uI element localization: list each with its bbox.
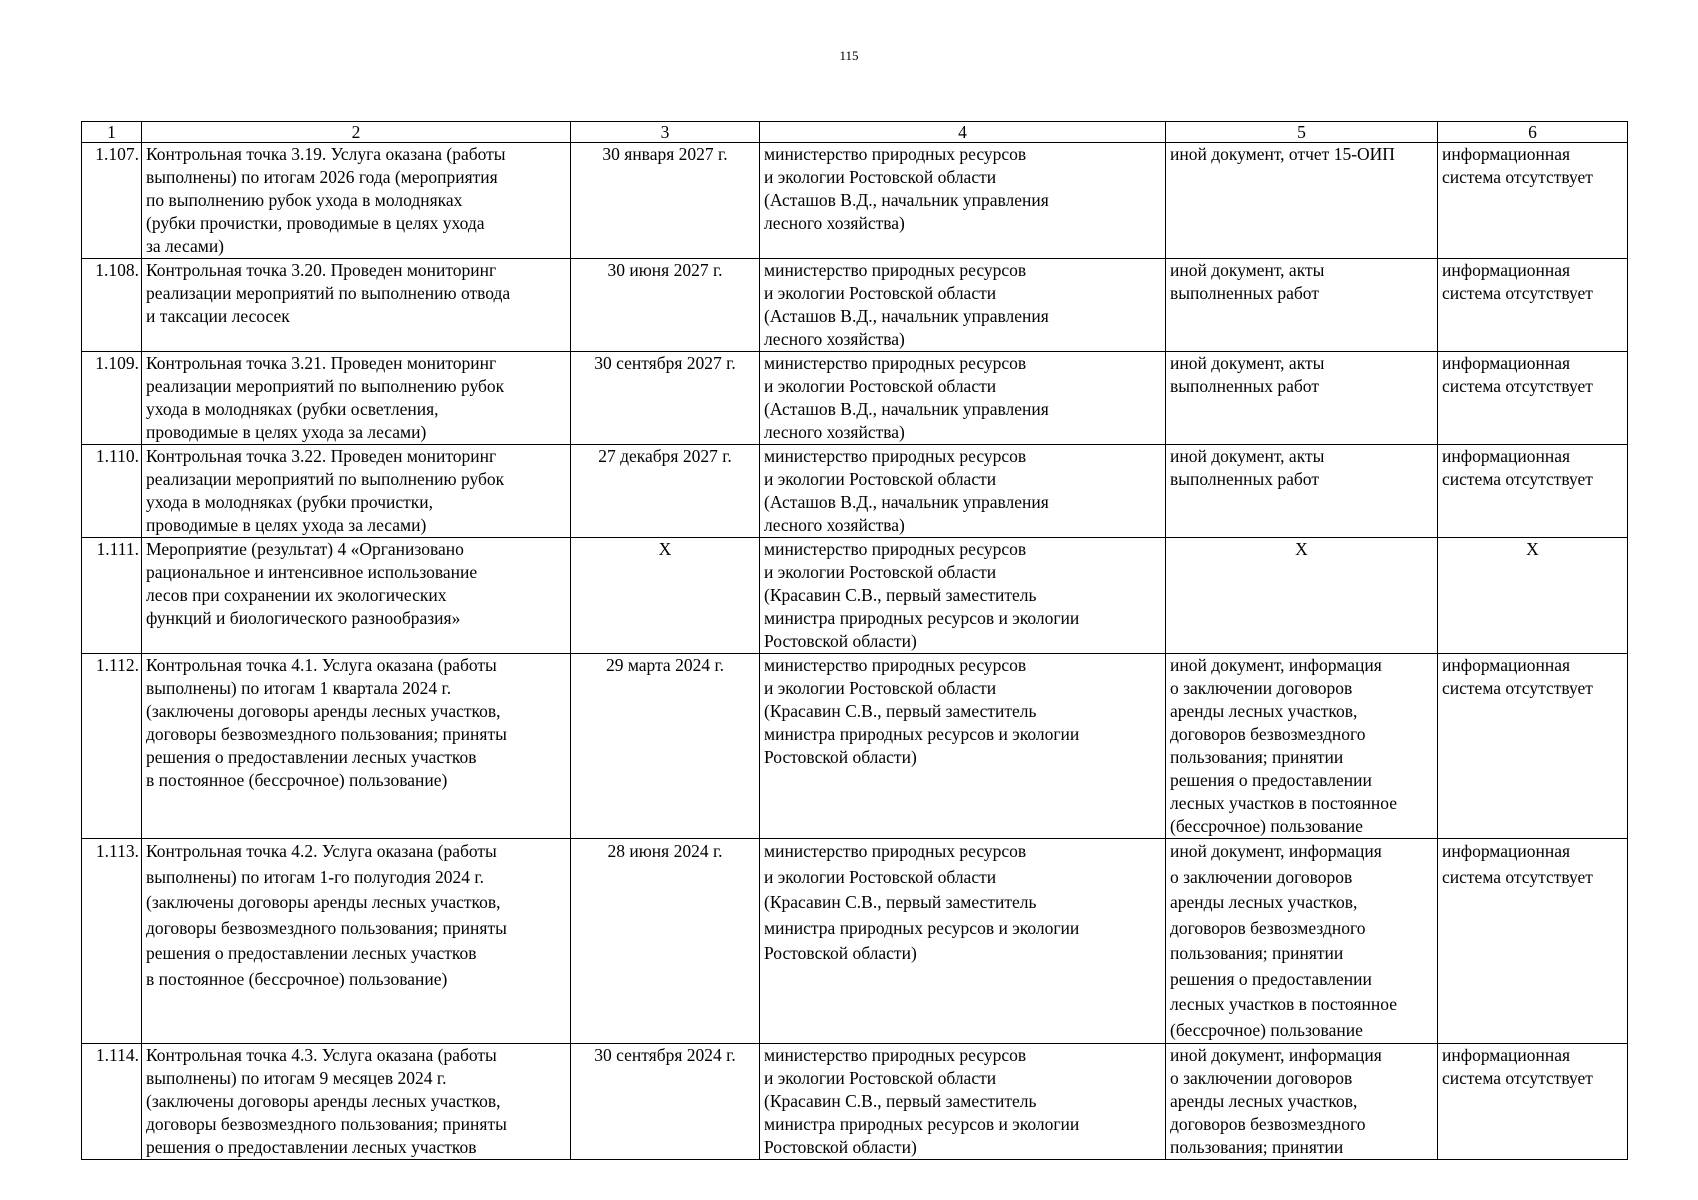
information-system-cell-line: информационная xyxy=(1442,841,1571,861)
responsible-cell-line: и экологии Ростовской области xyxy=(764,167,997,187)
document-type-cell-line: выполненных работ xyxy=(1170,376,1319,396)
responsible-cell-line: министра природных ресурсов и экологии xyxy=(764,917,1080,938)
event-description-cell-line: решения о предоставлении лесных участков xyxy=(146,747,477,767)
information-system-cell xyxy=(1438,538,1628,654)
event-description-cell xyxy=(142,1044,571,1160)
document-type-cell-line: (бессрочное) пользование xyxy=(1170,1019,1363,1040)
row-number: 1.110. xyxy=(82,445,142,538)
document-type-cell-line: иной документ, информация xyxy=(1170,1045,1382,1065)
responsible-cell-line: Ростовской области) xyxy=(764,747,917,767)
information-system-cell-line: X xyxy=(1526,539,1539,559)
responsible-cell-line: лесного хозяйства) xyxy=(764,213,905,233)
event-description-cell-line: (заключены договоры аренды лесных участков, xyxy=(146,701,501,721)
document-type-cell-line: о заключении договоров xyxy=(1170,1068,1353,1088)
responsible-cell-line: и экологии Ростовской области xyxy=(764,1068,997,1088)
information-system-cell-line: система отсутствует xyxy=(1442,469,1593,489)
table-row xyxy=(82,1044,1628,1160)
header-col-1: 1 xyxy=(82,122,142,143)
event-description-cell-line: за лесами) xyxy=(146,236,225,256)
responsible-cell xyxy=(760,538,1166,654)
event-description-cell-line: реализации мероприятий по выполнению отвода xyxy=(146,283,511,303)
responsible-cell-line: и экологии Ростовской области xyxy=(764,469,997,489)
row-number: 1.109. xyxy=(82,352,142,445)
event-description-cell-line: выполнены) по итогам 9 месяцев 2024 г. xyxy=(146,1068,447,1088)
document-type-cell-line: решения о предоставлении xyxy=(1170,770,1372,790)
responsible-cell xyxy=(760,143,1166,259)
event-description-cell-line: Мероприятие (результат) 4 «Организовано xyxy=(146,539,464,559)
header-col-3: 3 xyxy=(571,122,760,143)
event-description-cell xyxy=(142,352,571,445)
information-system-cell-line: информационная xyxy=(1442,144,1571,164)
information-system-cell-line: система отсутствует xyxy=(1442,376,1593,396)
table-row xyxy=(82,259,1628,352)
responsible-cell xyxy=(760,839,1166,1044)
event-description-cell-line: Контрольная точка 3.21. Проведен мониторинг xyxy=(146,353,497,373)
event-description-cell-line: функций и биологического разнообразия» xyxy=(146,608,461,628)
row-number: 1.113. xyxy=(82,839,142,1044)
information-system-cell-line: информационная xyxy=(1442,1045,1571,1065)
responsible-cell-line: министра природных ресурсов и экологии xyxy=(764,608,1080,628)
document-type-cell-line: аренды лесных участков, xyxy=(1170,892,1358,912)
event-description-cell-line: и таксации лесосек xyxy=(146,306,290,326)
event-description-cell xyxy=(142,654,571,839)
document-type-cell-line: иной документ, отчет 15-ОИП xyxy=(1170,144,1395,164)
document-type-cell xyxy=(1166,259,1438,352)
event-description-cell-line: реализации мероприятий по выполнению рубок xyxy=(146,376,505,396)
information-system-cell xyxy=(1438,1044,1628,1160)
information-system-cell-line: информационная xyxy=(1442,655,1571,675)
deadline-cell: 27 декабря 2027 г. xyxy=(571,445,760,538)
event-description-cell-line: договоры безвозмездного пользования; приняты xyxy=(146,1114,507,1134)
deadline-cell: 30 сентября 2024 г. xyxy=(571,1044,760,1160)
document-type-cell-line: договоров безвозмездного xyxy=(1170,917,1366,938)
deadline-cell: X xyxy=(571,538,760,654)
responsible-cell xyxy=(760,445,1166,538)
responsible-cell-line: и экологии Ростовской области xyxy=(764,866,997,887)
responsible-cell-line: министерство природных ресурсов xyxy=(764,144,1027,164)
event-description-cell xyxy=(142,839,571,1044)
event-description-cell-line: в постоянное (бессрочное) пользование) xyxy=(146,968,448,989)
table-row xyxy=(82,839,1628,1044)
document-type-cell xyxy=(1166,654,1438,839)
information-system-cell xyxy=(1438,654,1628,839)
page-number: 115 xyxy=(839,48,859,63)
event-description-cell-line: проводимые в целях ухода за лесами) xyxy=(146,515,427,535)
information-system-cell-line: система отсутствует xyxy=(1442,1068,1593,1088)
responsible-cell-line: (Асташов В.Д., начальник управления xyxy=(764,492,1049,512)
responsible-cell-line: министерство природных ресурсов xyxy=(764,446,1027,466)
document-type-cell xyxy=(1166,1044,1438,1160)
information-system-cell-line: система отсутствует xyxy=(1442,167,1593,187)
responsible-cell-line: и экологии Ростовской области xyxy=(764,283,997,303)
document-type-cell-line: X xyxy=(1295,539,1308,559)
information-system-cell xyxy=(1438,839,1628,1044)
document-type-cell-line: аренды лесных участков, xyxy=(1170,701,1358,721)
responsible-cell-line: Ростовской области) xyxy=(764,1137,917,1157)
responsible-cell xyxy=(760,654,1166,839)
document-type-cell-line: договоров безвозмездного xyxy=(1170,1114,1366,1134)
event-description-cell-line: Контрольная точка 3.19. Услуга оказана (работы xyxy=(146,144,506,164)
row-number: 1.108. xyxy=(82,259,142,352)
event-description-cell-line: ухода в молодняках (рубки прочистки, xyxy=(146,492,434,512)
responsible-cell xyxy=(760,352,1166,445)
responsible-cell-line: министерство природных ресурсов xyxy=(764,260,1027,280)
event-description-cell-line: реализации мероприятий по выполнению рубок xyxy=(146,469,505,489)
header-col-4: 4 xyxy=(760,122,1166,143)
event-description-cell xyxy=(142,259,571,352)
table-row xyxy=(82,538,1628,654)
responsible-cell-line: лесного хозяйства) xyxy=(764,329,905,349)
responsible-cell-line: лесного хозяйства) xyxy=(764,515,905,535)
responsible-cell-line: лесного хозяйства) xyxy=(764,422,905,442)
document-type-cell-line: договоров безвозмездного xyxy=(1170,724,1366,744)
responsible-cell-line: и экологии Ростовской области xyxy=(764,376,997,396)
event-description-cell-line: решения о предоставлении лесных участков xyxy=(146,1137,477,1157)
document-type-cell-line: аренды лесных участков, xyxy=(1170,1091,1358,1111)
document-type-cell-line: выполненных работ xyxy=(1170,283,1319,303)
document-type-cell xyxy=(1166,839,1438,1044)
document-type-cell-line: пользования; принятии xyxy=(1170,943,1344,963)
event-description-cell-line: (заключены договоры аренды лесных участков, xyxy=(146,892,501,912)
responsible-cell-line: (Асташов В.Д., начальник управления xyxy=(764,399,1049,419)
responsible-cell-line: (Красавин С.В., первый заместитель xyxy=(764,1091,1037,1111)
document-type-cell-line: лесных участков в постоянное xyxy=(1170,793,1397,813)
event-description-cell-line: рациональное и интенсивное использование xyxy=(146,562,478,582)
event-description-cell-line: Контрольная точка 4.1. Услуга оказана (работы xyxy=(146,655,497,675)
document-type-cell-line: иной документ, акты xyxy=(1170,446,1325,466)
table-row xyxy=(82,654,1628,839)
row-number: 1.114. xyxy=(82,1044,142,1160)
event-description-cell-line: договоры безвозмездного пользования; приняты xyxy=(146,917,507,938)
responsible-cell-line: (Красавин С.В., первый заместитель xyxy=(764,585,1037,605)
responsible-cell xyxy=(760,259,1166,352)
event-description-cell-line: проводимые в целях ухода за лесами) xyxy=(146,422,427,442)
event-description-cell-line: выполнены) по итогам 2026 года (мероприятия xyxy=(146,167,498,187)
event-description-cell xyxy=(142,445,571,538)
information-system-cell xyxy=(1438,143,1628,259)
deadline-cell: 30 сентября 2027 г. xyxy=(571,352,760,445)
responsible-cell-line: министерство природных ресурсов xyxy=(764,1045,1027,1065)
event-description-cell-line: Контрольная точка 3.20. Проведен мониторинг xyxy=(146,260,497,280)
row-number: 1.112. xyxy=(82,654,142,839)
responsible-cell-line: Ростовской области) xyxy=(764,631,917,651)
document-type-cell-line: пользования; принятии xyxy=(1170,1137,1344,1157)
document-type-cell-line: лесных участков в постоянное xyxy=(1170,994,1397,1014)
control-points-table xyxy=(81,121,1628,1160)
responsible-cell-line: (Асташов В.Д., начальник управления xyxy=(764,306,1049,326)
responsible-cell-line: и экологии Ростовской области xyxy=(764,562,997,582)
event-description-cell-line: (заключены договоры аренды лесных участков, xyxy=(146,1091,501,1111)
event-description-cell-line: выполнены) по итогам 1 квартала 2024 г. xyxy=(146,678,452,698)
deadline-cell: 28 июня 2024 г. xyxy=(571,839,760,1044)
header-col-5: 5 xyxy=(1166,122,1438,143)
header-row xyxy=(82,122,1628,143)
responsible-cell-line: министерство природных ресурсов xyxy=(764,353,1027,373)
event-description-cell-line: лесов при сохранении их экологических xyxy=(146,585,447,605)
information-system-cell xyxy=(1438,352,1628,445)
header-col-6: 6 xyxy=(1438,122,1628,143)
document-type-cell-line: иной документ, информация xyxy=(1170,655,1382,675)
document-type-cell-line: иной документ, акты xyxy=(1170,353,1325,373)
information-system-cell-line: система отсутствует xyxy=(1442,678,1593,698)
event-description-cell xyxy=(142,143,571,259)
information-system-cell xyxy=(1438,259,1628,352)
document-type-cell-line: выполненных работ xyxy=(1170,469,1319,489)
deadline-cell: 30 июня 2027 г. xyxy=(571,259,760,352)
event-description-cell-line: договоры безвозмездного пользования; приняты xyxy=(146,724,507,744)
header-col-2: 2 xyxy=(142,122,571,143)
information-system-cell-line: информационная xyxy=(1442,260,1571,280)
event-description-cell-line: (рубки прочистки, проводимые в целях ухода xyxy=(146,213,485,233)
event-description-cell-line: Контрольная точка 3.22. Проведен мониторинг xyxy=(146,446,497,466)
event-description-cell-line: ухода в молодняках (рубки осветления, xyxy=(146,399,439,419)
responsible-cell-line: и экологии Ростовской области xyxy=(764,678,997,698)
responsible-cell-line: министерство природных ресурсов xyxy=(764,841,1027,861)
event-description-cell-line: Контрольная точка 4.3. Услуга оказана (работы xyxy=(146,1045,497,1065)
document-type-cell-line: пользования; принятии xyxy=(1170,747,1344,767)
responsible-cell xyxy=(760,1044,1166,1160)
document-type-cell-line: о заключении договоров xyxy=(1170,866,1353,887)
row-number: 1.111. xyxy=(82,538,142,654)
information-system-cell xyxy=(1438,445,1628,538)
responsible-cell-line: министерство природных ресурсов xyxy=(764,655,1027,675)
table-row xyxy=(82,445,1628,538)
document-type-cell-line: (бессрочное) пользование xyxy=(1170,816,1363,836)
event-description-cell-line: в постоянное (бессрочное) пользование) xyxy=(146,770,448,790)
information-system-cell-line: система отсутствует xyxy=(1442,866,1593,887)
document-type-cell-line: иной документ, акты xyxy=(1170,260,1325,280)
deadline-cell: 29 марта 2024 г. xyxy=(571,654,760,839)
event-description-cell-line: по выполнению рубок ухода в молодняках xyxy=(146,190,463,210)
responsible-cell-line: (Красавин С.В., первый заместитель xyxy=(764,701,1037,721)
document-type-cell xyxy=(1166,445,1438,538)
document-type-cell-line: о заключении договоров xyxy=(1170,678,1353,698)
event-description-cell-line: выполнены) по итогам 1-го полугодия 2024 г. xyxy=(146,866,484,887)
table-row xyxy=(82,352,1628,445)
information-system-cell-line: система отсутствует xyxy=(1442,283,1593,303)
document-type-cell xyxy=(1166,538,1438,654)
responsible-cell-line: министра природных ресурсов и экологии xyxy=(764,724,1080,744)
information-system-cell-line: информационная xyxy=(1442,446,1571,466)
responsible-cell-line: (Красавин С.В., первый заместитель xyxy=(764,892,1037,912)
document-type-cell-line: иной документ, информация xyxy=(1170,841,1382,861)
responsible-cell-line: министерство природных ресурсов xyxy=(764,539,1027,559)
responsible-cell-line: министра природных ресурсов и экологии xyxy=(764,1114,1080,1134)
document-type-cell xyxy=(1166,352,1438,445)
event-description-cell xyxy=(142,538,571,654)
document-type-cell xyxy=(1166,143,1438,259)
information-system-cell-line: информационная xyxy=(1442,353,1571,373)
table-row xyxy=(82,143,1628,259)
event-description-cell-line: решения о предоставлении лесных участков xyxy=(146,943,477,963)
row-number: 1.107. xyxy=(82,143,142,259)
event-description-cell-line: Контрольная точка 4.2. Услуга оказана (работы xyxy=(146,841,497,861)
responsible-cell-line: (Асташов В.Д., начальник управления xyxy=(764,190,1049,210)
deadline-cell: 30 января 2027 г. xyxy=(571,143,760,259)
document-type-cell-line: решения о предоставлении xyxy=(1170,968,1372,989)
responsible-cell-line: Ростовской области) xyxy=(764,943,917,963)
